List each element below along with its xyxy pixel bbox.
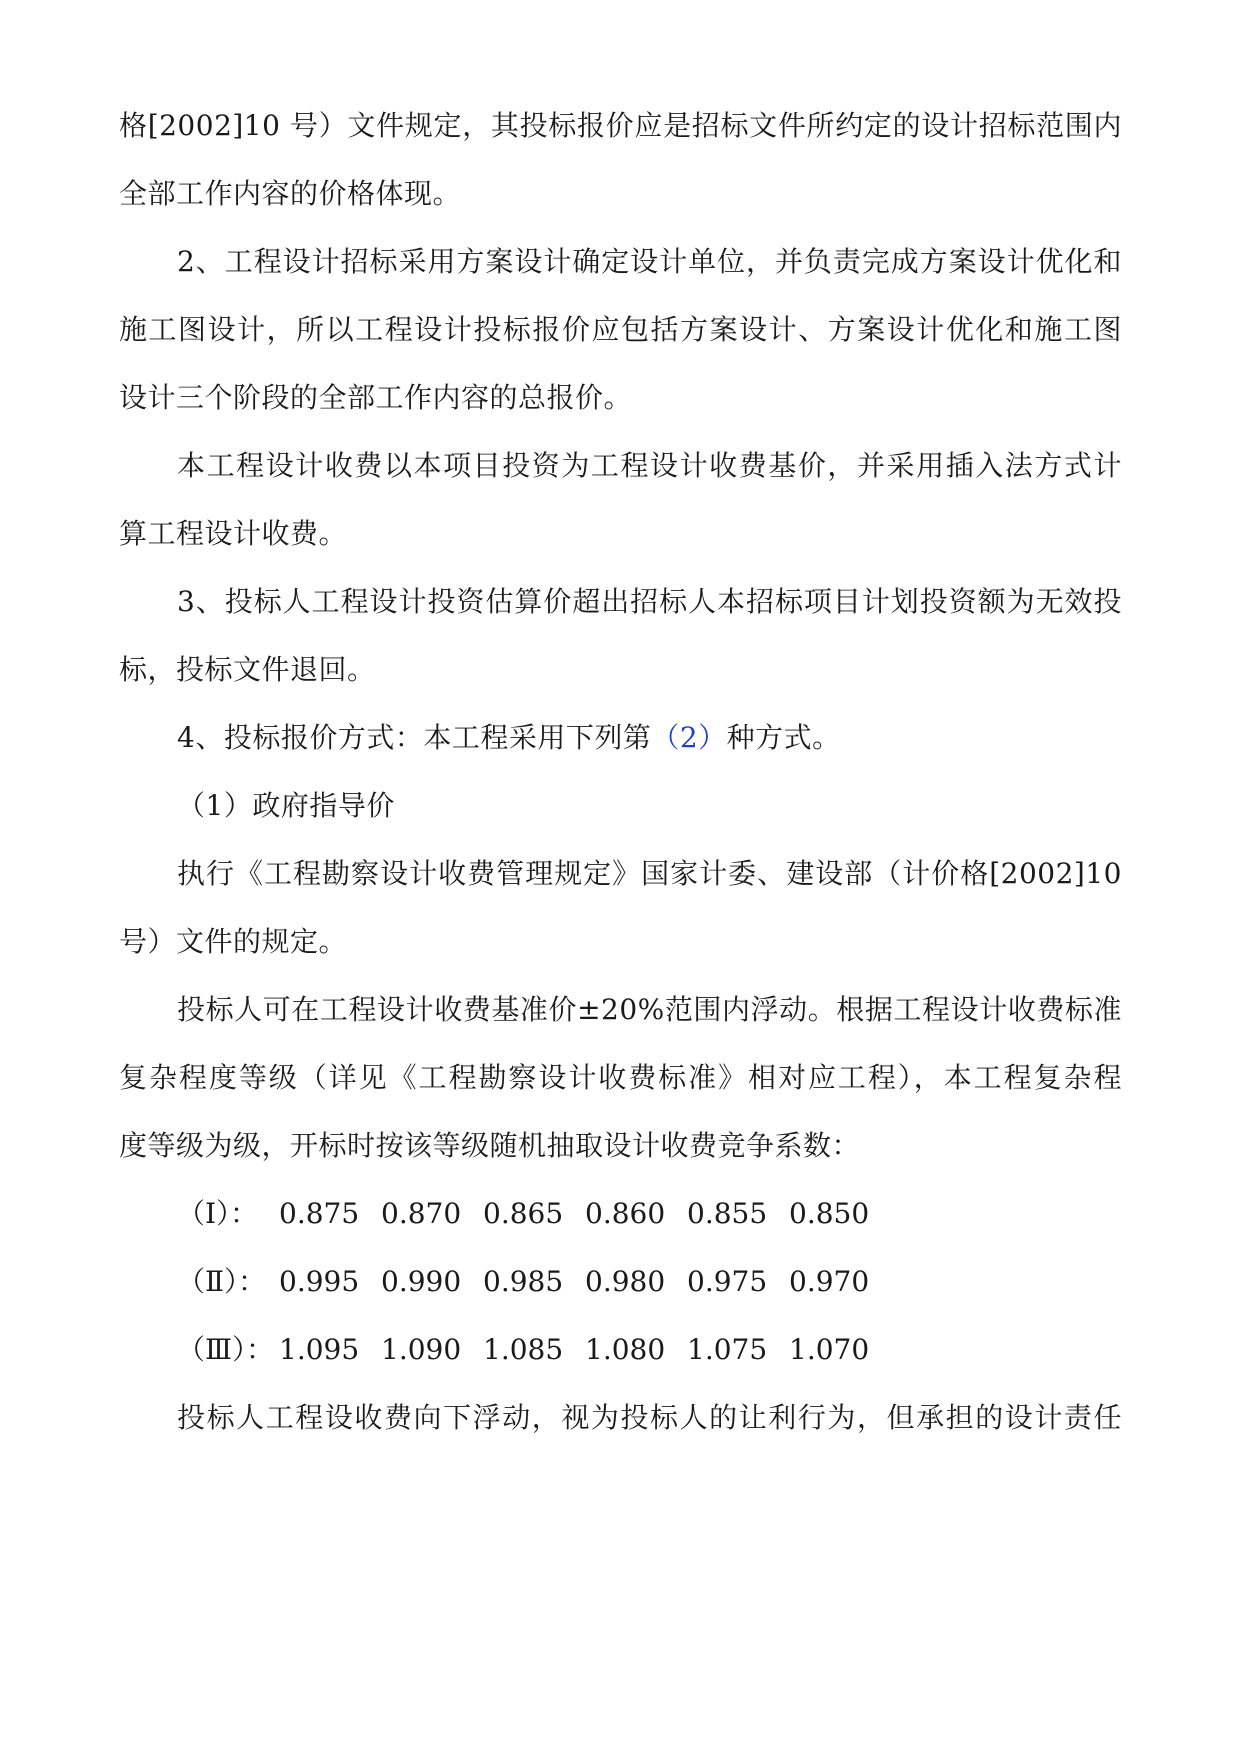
paragraph-5 [177, 718, 841, 758]
paragraph-7-line-1: 执行《工程勘察设计收费管理规定》国家计委、建设部（计价格[2002]10 [177, 857, 1122, 890]
coefficient-label: （Ⅰ）： [177, 1197, 259, 1230]
paragraph-4-line-2: 标，投标文件退回。 [119, 653, 376, 686]
coefficient-value: 0.870 [381, 1197, 462, 1230]
coefficient-value: 0.865 [483, 1197, 564, 1230]
paragraph-9-line-1: 投标人工程设收费向下浮动，视为投标人的让利行为，但承担的设计责任 [177, 1401, 1122, 1434]
coefficient-value: 0.875 [279, 1197, 360, 1230]
coefficient-row-1 [177, 1194, 891, 1234]
section-heading-government-price: （1）政府指导价 [177, 789, 395, 822]
coefficient-value: 0.970 [789, 1265, 870, 1298]
coefficient-value: 1.080 [585, 1333, 666, 1366]
pricing-method-suffix: 种方式。 [726, 721, 841, 754]
paragraph-4-line-1: 3、投标人工程设计投资估算价超出招标人本招标项目计划投资额为无效投 [177, 585, 1122, 618]
coefficient-value: 1.085 [483, 1333, 564, 1366]
coefficient-value: 1.075 [687, 1333, 768, 1366]
coefficient-value: 0.995 [279, 1265, 360, 1298]
coefficient-value: 1.090 [381, 1333, 462, 1366]
paragraph-8-line-2: 复杂程度等级（详见《工程勘察设计收费标准》相对应工程），本工程复杂程 [119, 1061, 1122, 1094]
coefficient-value: 1.070 [789, 1333, 870, 1366]
coefficient-row-2 [177, 1262, 891, 1302]
coefficient-label: （Ⅱ）： [177, 1265, 267, 1298]
pricing-method-choice: （2） [651, 721, 727, 754]
pricing-method-prefix: 4、投标报价方式：本工程采用下列第 [177, 721, 652, 754]
paragraph-8-line-1: 投标人可在工程设计收费基准价±20%范围内浮动。根据工程设计收费标准 [177, 993, 1122, 1026]
coefficient-label: （Ⅲ）： [177, 1333, 275, 1366]
coefficient-value: 0.975 [687, 1265, 768, 1298]
paragraph-3-line-2: 算工程设计收费。 [119, 517, 348, 550]
paragraph-7-line-2: 号）文件的规定。 [119, 925, 348, 958]
coefficient-value: 1.095 [279, 1333, 360, 1366]
coefficient-row-3 [177, 1330, 891, 1370]
paragraph-8-line-3: 度等级为级，开标时按该等级随机抽取设计收费竞争系数： [119, 1129, 861, 1162]
coefficient-value: 0.850 [789, 1197, 870, 1230]
paragraph-1-line-1: 格[2002]10 号）文件规定，其投标报价应是招标文件所约定的设计招标范围内 [119, 109, 1122, 142]
paragraph-3-line-1: 本工程设计收费以本项目投资为工程设计收费基价，并采用插入法方式计 [177, 449, 1122, 482]
coefficient-value: 0.985 [483, 1265, 564, 1298]
coefficient-value: 0.990 [381, 1265, 462, 1298]
coefficient-value: 0.860 [585, 1197, 666, 1230]
coefficient-value: 0.855 [687, 1197, 768, 1230]
paragraph-2-line-3: 设计三个阶段的全部工作内容的总报价。 [119, 381, 633, 414]
paragraph-2-line-1: 2、工程设计招标采用方案设计确定设计单位，并负责完成方案设计优化和 [177, 245, 1122, 278]
coefficient-value: 0.980 [585, 1265, 666, 1298]
paragraph-2-line-2: 施工图设计，所以工程设计投标报价应包括方案设计、方案设计优化和施工图 [119, 313, 1122, 346]
paragraph-1-line-2: 全部工作内容的价格体现。 [119, 177, 462, 210]
